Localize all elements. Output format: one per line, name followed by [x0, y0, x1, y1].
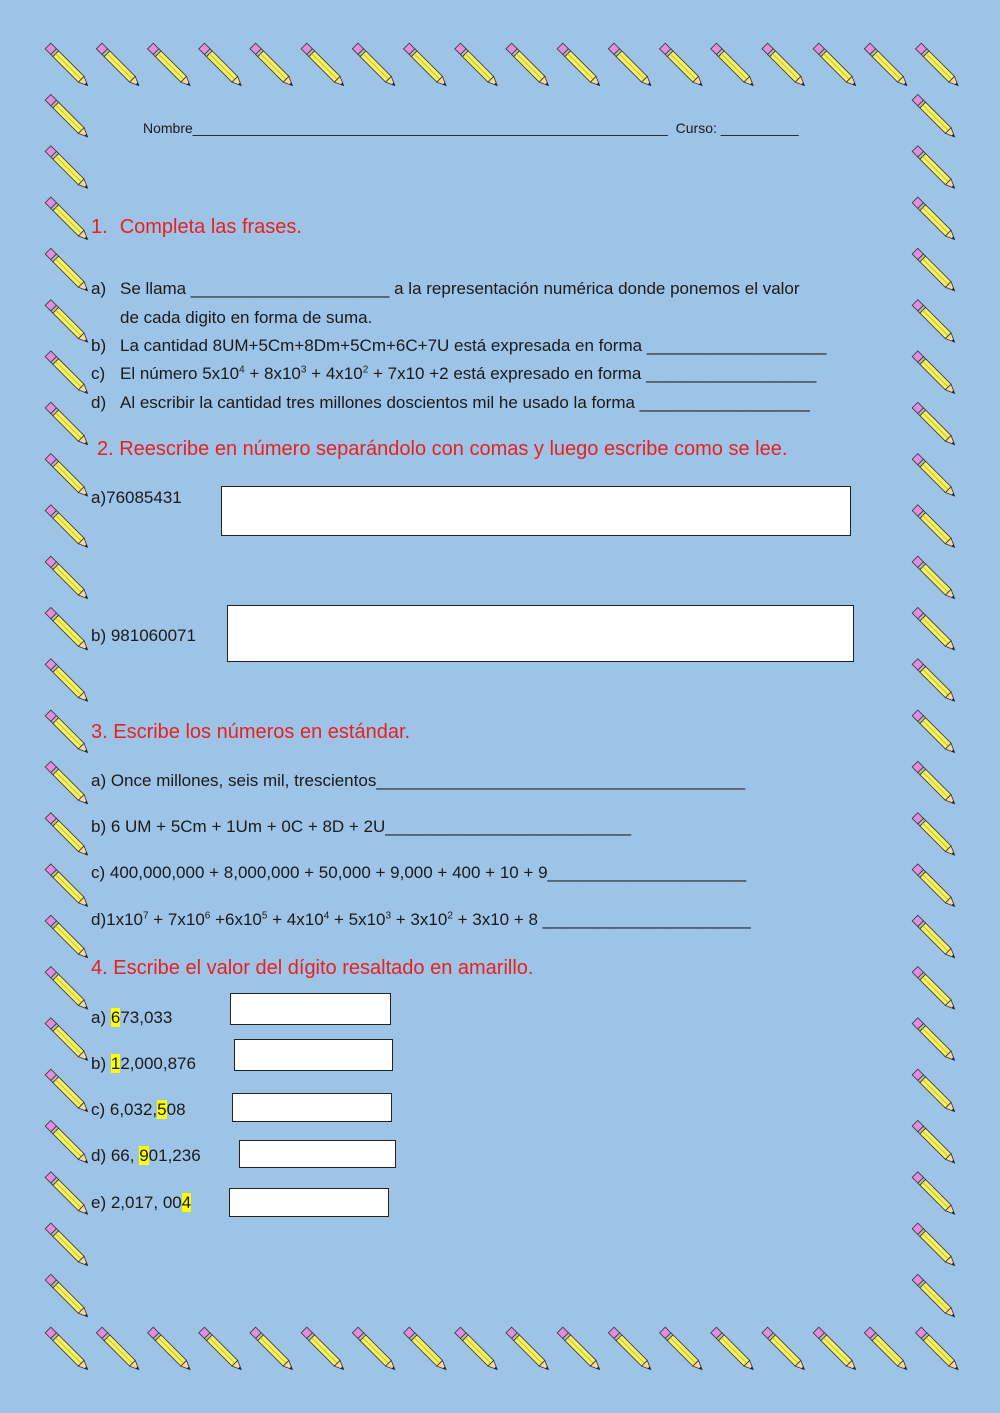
highlighted-digit: 6 [110, 1008, 121, 1027]
pencil-icon [45, 710, 90, 755]
s3-item-c: c) 400,000,000 + 8,000,000 + 50,000 + 9,000 + 400 + 10 + 9_____________________ [91, 863, 747, 882]
pencil-icon [916, 43, 961, 88]
item-text: La cantidad 8UM+5Cm+8Dm+5Cm+6C+7U está expresada en forma ___________________ [120, 336, 827, 355]
exponent: 2 [447, 910, 453, 922]
pencil-icon [45, 146, 90, 191]
pencil-icon [45, 1223, 90, 1268]
pencil-icon [250, 43, 295, 88]
pencil-icon [45, 248, 90, 293]
pencil-icon [45, 1172, 90, 1217]
pencil-icon [404, 1327, 449, 1372]
course-label: Curso: [675, 120, 717, 136]
item-text: 01,236 [148, 1146, 201, 1165]
pencil-icon [660, 1327, 705, 1372]
pencil-icon [912, 915, 957, 960]
course-blank[interactable]: __________ [720, 120, 799, 136]
pencil-icon [912, 659, 957, 704]
exponent: 3 [385, 910, 392, 922]
s4-answer-box-d[interactable] [239, 1140, 396, 1168]
item-text: + 8x10 [244, 364, 301, 383]
pencil-icon [45, 197, 90, 242]
pencil-icon [912, 505, 957, 550]
pencil-icon [45, 94, 90, 139]
pencil-icon [912, 710, 957, 755]
pencil-icon [45, 1327, 90, 1372]
s1-item-a-continuation: de cada digito en forma de suma. [120, 308, 373, 327]
pencil-icon [711, 43, 756, 88]
pencil-icon [250, 1327, 295, 1372]
pencil-icon [711, 1327, 756, 1372]
pencil-icon [762, 1327, 807, 1372]
exponent: 6 [204, 910, 211, 922]
pencil-icon [912, 761, 957, 806]
item-text: a) [91, 1008, 111, 1027]
exponent: 3 [300, 364, 307, 376]
item-text: + 5x10 [329, 910, 386, 929]
section3-title: 3. Escribe los números en estándar. [91, 721, 411, 743]
pencil-icon [912, 94, 957, 139]
pencil-icon [301, 43, 346, 88]
s4-item-b [91, 1053, 196, 1075]
pencil-icon [864, 1327, 909, 1372]
pencil-icon [912, 1069, 957, 1114]
pencil-icon [45, 659, 90, 704]
pencil-icon [199, 43, 244, 88]
exponent: 7 [142, 910, 149, 922]
pencil-icon [912, 402, 957, 447]
item-text: Al escribir la cantidad tres millones doscientos mil he usado la forma __________________ [120, 393, 810, 412]
s4-answer-box-a[interactable] [230, 993, 391, 1025]
pencil-icon [45, 761, 90, 806]
pencil-icon [912, 1018, 957, 1063]
s4-answer-box-c[interactable] [232, 1093, 392, 1122]
item-text: e) 2,017, 00 [91, 1193, 182, 1212]
pencil-icon [912, 351, 957, 396]
s3-item-a: a) Once millones, seis mil, trescientos_______________________________________ [91, 771, 746, 790]
pencil-icon [916, 1327, 961, 1372]
item-text: + 4x10 [306, 364, 363, 383]
pencil-icon [912, 454, 957, 499]
pencil-icon [912, 967, 957, 1012]
pencil-icon [96, 1327, 141, 1372]
item-text: 73,033 [120, 1008, 173, 1027]
pencil-icon [912, 300, 957, 345]
item-label: c) [91, 364, 106, 383]
pencil-icon [912, 607, 957, 652]
highlighted-digit: 4 [181, 1193, 192, 1212]
pencil-icon [45, 813, 90, 858]
highlighted-digit: 9 [139, 1146, 149, 1165]
pencil-icon [96, 43, 141, 88]
pencil-icon [557, 43, 602, 88]
item-text: + 7x10 [148, 910, 205, 929]
pencil-icon [45, 300, 90, 345]
section1-title-text: Completa las frases. [119, 216, 302, 238]
s2-item-a: a)76085431 [91, 488, 182, 507]
pencil-icon [762, 43, 807, 88]
s1-item-b [91, 335, 826, 357]
pencil-icon [45, 1069, 90, 1114]
exponent: 4 [239, 364, 245, 376]
s3-item-d [91, 909, 751, 931]
pencil-icon [45, 43, 90, 88]
name-label: Nombre [143, 120, 193, 136]
pencil-icon [455, 43, 500, 88]
pencil-icon [912, 1120, 957, 1165]
pencil-icon [506, 43, 551, 88]
item-text: d) 66, [91, 1146, 140, 1165]
pencil-icon [45, 1120, 90, 1165]
s2-answer-box-b[interactable] [227, 605, 854, 662]
item-text: d)1x10 [91, 910, 143, 929]
name-line [143, 120, 799, 136]
pencil-icon [912, 556, 957, 601]
s2-answer-box-a[interactable] [221, 486, 851, 536]
pencil-icon [660, 43, 705, 88]
pencil-icon [148, 1327, 193, 1372]
item-text: + 7x10 +2 está expresado en forma __________________ [368, 364, 817, 383]
item-label: a) [91, 279, 107, 298]
pencil-icon [45, 1274, 90, 1319]
highlighted-digit: 5 [157, 1100, 167, 1119]
s4-answer-box-e[interactable] [229, 1188, 389, 1217]
name-blank[interactable]: _____________________________________________________________ [192, 120, 668, 136]
s1-item-c [91, 363, 816, 385]
item-text: 08 [166, 1100, 186, 1119]
s3-item-b: b) 6 UM + 5Cm + 1Um + 0C + 8D + 2U__________________________ [91, 817, 632, 836]
pencil-icon [912, 813, 957, 858]
pencil-icon [912, 1172, 957, 1217]
pencil-icon [608, 1327, 653, 1372]
item-text: +6x10 [210, 910, 262, 929]
item-text: Se llama _____________________ a la representación numérica donde ponemos el valor [120, 279, 800, 298]
s4-item-c [91, 1099, 186, 1121]
pencil-icon [45, 556, 90, 601]
s1-item-d [91, 392, 810, 414]
item-text: c) 6,032, [91, 1100, 158, 1119]
s4-item-e [91, 1192, 191, 1214]
highlighted-digit: 1 [110, 1054, 121, 1073]
exponent: 2 [362, 364, 369, 376]
pencil-icon [45, 607, 90, 652]
s4-answer-box-b[interactable] [234, 1039, 393, 1071]
pencil-icon [45, 351, 90, 396]
section2-title: 2. Reescribe en número separándolo con comas y luego escribe como se lee. [97, 438, 788, 460]
pencil-icon [301, 1327, 346, 1372]
pencil-icon [352, 43, 397, 88]
pencil-icon [912, 146, 957, 191]
pencil-icon [506, 1327, 551, 1372]
s2-item-b: b) 981060071 [91, 626, 196, 645]
item-label: b) [91, 336, 107, 355]
s1-item-a [91, 278, 800, 300]
pencil-icon [608, 43, 653, 88]
s4-item-a [91, 1007, 172, 1029]
pencil-icon [45, 915, 90, 960]
pencil-icon [912, 1223, 957, 1268]
pencil-icon [45, 454, 90, 499]
item-label: d) [91, 393, 107, 412]
item-text: 2,000,876 [120, 1054, 196, 1073]
pencil-icon [199, 1327, 244, 1372]
pencil-icon [813, 43, 858, 88]
section1-title [91, 214, 302, 240]
pencil-icon [813, 1327, 858, 1372]
pencil-icon [45, 864, 90, 909]
pencil-icon [455, 1327, 500, 1372]
pencil-icon [352, 1327, 397, 1372]
pencil-icon [45, 505, 90, 550]
pencil-icon [912, 1274, 957, 1319]
pencil-icon [557, 1327, 602, 1372]
pencil-icon [404, 43, 449, 88]
pencil-icon [45, 1018, 90, 1063]
pencil-icon [912, 248, 957, 293]
item-text: b) [91, 1054, 111, 1073]
pencil-icon [45, 967, 90, 1012]
section1-number: 1. [91, 216, 108, 238]
pencil-icon [912, 864, 957, 909]
exponent: 4 [323, 910, 330, 922]
s4-item-d [91, 1145, 201, 1167]
item-text: + 3x10 [391, 910, 448, 929]
pencil-icon [148, 43, 193, 88]
item-text: El número 5x10 [120, 364, 240, 383]
section4-title: 4. Escribe el valor del dígito resaltado en amarillo. [91, 957, 534, 979]
pencil-icon [45, 402, 90, 447]
pencil-icon [864, 43, 909, 88]
pencil-icon [912, 197, 957, 242]
exponent: 5 [261, 910, 268, 922]
item-text: + 4x10 [267, 910, 324, 929]
item-text: + 3x10 + 8 ______________________ [452, 910, 751, 929]
